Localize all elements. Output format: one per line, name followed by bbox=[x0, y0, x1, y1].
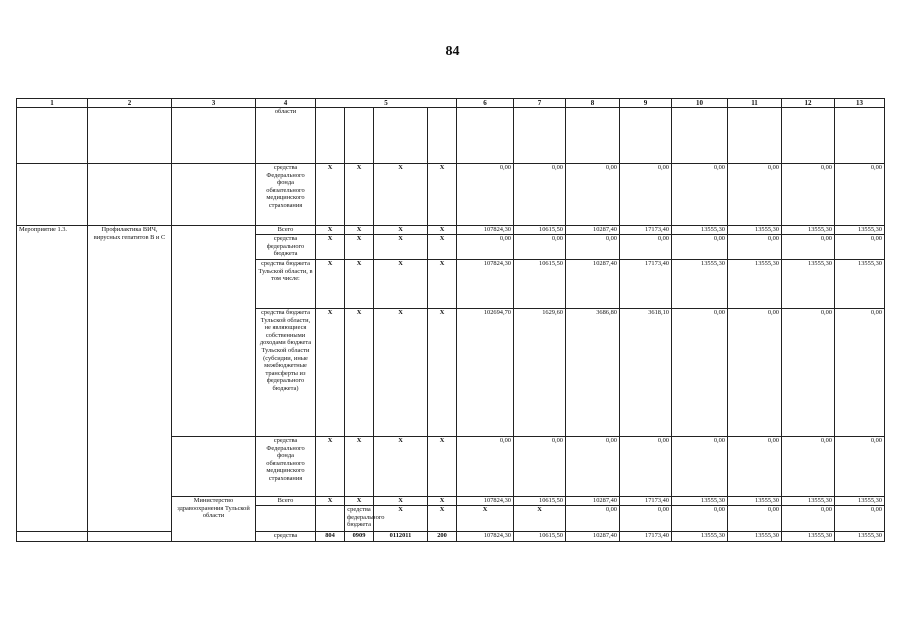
value-cell: 0,00 bbox=[782, 437, 835, 497]
table-cell bbox=[514, 108, 566, 164]
value-cell: 0,00 bbox=[672, 506, 728, 532]
x-mark: X bbox=[374, 309, 428, 437]
table-cell bbox=[172, 108, 256, 164]
value-cell: 17173,40 bbox=[620, 260, 672, 309]
value-cell: 0,00 bbox=[782, 235, 835, 260]
value-cell: 0,00 bbox=[620, 506, 672, 532]
value-cell: 102694,70 bbox=[457, 309, 514, 437]
table-cell bbox=[566, 108, 620, 164]
table-cell bbox=[835, 108, 885, 164]
funding-source-cell: средства федерального бюджета bbox=[256, 235, 316, 260]
header-cell: 11 bbox=[728, 99, 782, 108]
header-cell: 6 bbox=[457, 99, 514, 108]
value-cell: 10287,40 bbox=[566, 226, 620, 235]
x-mark: X bbox=[374, 497, 428, 506]
value-cell: 13555,30 bbox=[782, 260, 835, 309]
funding-source-cell: средства федерального бюджета bbox=[345, 506, 374, 532]
header-cell: 12 bbox=[782, 99, 835, 108]
value-cell: 0,00 bbox=[672, 235, 728, 260]
x-mark: X bbox=[374, 437, 428, 497]
budget-table bbox=[16, 98, 885, 542]
value-cell: 0,00 bbox=[457, 437, 514, 497]
table-row bbox=[17, 226, 885, 235]
executor-cell: Министерство здравоохранения Тульской области bbox=[172, 497, 256, 542]
value-cell: 0,00 bbox=[835, 437, 885, 497]
table-row bbox=[17, 532, 885, 542]
value-cell: 1629,60 bbox=[514, 309, 566, 437]
x-mark: X bbox=[316, 260, 345, 309]
x-mark: X bbox=[428, 260, 457, 309]
value-cell: 0,00 bbox=[728, 164, 782, 226]
x-mark: X bbox=[428, 497, 457, 506]
value-cell: 0,00 bbox=[514, 437, 566, 497]
x-mark: X bbox=[345, 497, 374, 506]
budget-code-cell: 804 bbox=[316, 532, 345, 542]
value-cell: 13555,30 bbox=[728, 532, 782, 542]
value-cell: 0,00 bbox=[782, 506, 835, 532]
x-mark: X bbox=[428, 506, 457, 532]
value-cell: 0,00 bbox=[728, 235, 782, 260]
table-cell bbox=[17, 164, 88, 226]
value-cell: 0,00 bbox=[782, 164, 835, 226]
value-cell: 10287,40 bbox=[566, 532, 620, 542]
x-mark: X bbox=[428, 309, 457, 437]
budget-code-cell: 0909 bbox=[345, 532, 374, 542]
table-cell bbox=[316, 506, 345, 532]
x-mark: X bbox=[316, 497, 345, 506]
header-cell: 1 bbox=[17, 99, 88, 108]
value-cell: 0,00 bbox=[620, 235, 672, 260]
x-mark: X bbox=[316, 309, 345, 437]
table-cell bbox=[88, 532, 172, 542]
funding-source-cell: Всего bbox=[256, 226, 316, 235]
x-mark: X bbox=[428, 226, 457, 235]
value-cell: 10615,50 bbox=[514, 260, 566, 309]
value-cell: 0,00 bbox=[566, 235, 620, 260]
x-mark: X bbox=[345, 309, 374, 437]
x-mark: X bbox=[345, 226, 374, 235]
x-mark: X bbox=[374, 164, 428, 226]
funding-source-cell: средства бюджета Тульской области, не являющиеся собственными доходами бюджета Тульской области (субсидии, иные межбюджетные трансферты из федерального бюджета) bbox=[256, 309, 316, 437]
value-cell: 13555,30 bbox=[672, 226, 728, 235]
value-cell: 17173,40 bbox=[620, 532, 672, 542]
value-cell: 0,00 bbox=[514, 235, 566, 260]
table-cell bbox=[672, 108, 728, 164]
value-cell: 10615,50 bbox=[514, 532, 566, 542]
table-row bbox=[17, 108, 885, 164]
value-cell: 3686,80 bbox=[566, 309, 620, 437]
value-cell: 0,00 bbox=[728, 309, 782, 437]
table-cell bbox=[172, 164, 256, 226]
value-cell: 0,00 bbox=[672, 437, 728, 497]
x-mark: X bbox=[345, 260, 374, 309]
x-mark: X bbox=[428, 164, 457, 226]
value-cell: 107824,30 bbox=[457, 532, 514, 542]
table-cell bbox=[256, 506, 316, 532]
value-cell: 13555,30 bbox=[835, 497, 885, 506]
funding-source-cell: Всего bbox=[256, 497, 316, 506]
header-cell: 7 bbox=[514, 99, 566, 108]
value-cell: 107824,30 bbox=[457, 497, 514, 506]
value-cell: 0,00 bbox=[835, 164, 885, 226]
table-cell bbox=[17, 108, 88, 164]
table-cell bbox=[374, 108, 428, 164]
x-mark: X bbox=[428, 437, 457, 497]
measure-title-cell: Профилактика ВИЧ, вирусных гепатитов В и С bbox=[88, 226, 172, 532]
funding-source-cell: области bbox=[256, 108, 316, 164]
value-cell: 13555,30 bbox=[782, 226, 835, 235]
value-cell: 0,00 bbox=[835, 309, 885, 437]
header-cell: 4 bbox=[256, 99, 316, 108]
funding-source-cell: средства Федерального фонда обязательного медицинского страхования bbox=[256, 164, 316, 226]
value-cell: 13555,30 bbox=[672, 260, 728, 309]
table-cell bbox=[88, 108, 172, 164]
value-cell: 0,00 bbox=[457, 164, 514, 226]
value-cell: 0,00 bbox=[672, 164, 728, 226]
header-cell: 9 bbox=[620, 99, 672, 108]
table-cell bbox=[457, 108, 514, 164]
x-mark: X bbox=[345, 437, 374, 497]
value-cell: 0,00 bbox=[672, 309, 728, 437]
value-cell: 17173,40 bbox=[620, 226, 672, 235]
header-cell: 8 bbox=[566, 99, 620, 108]
value-cell: 0,00 bbox=[835, 506, 885, 532]
x-mark: X bbox=[374, 506, 428, 532]
value-cell: 10287,40 bbox=[566, 260, 620, 309]
value-cell: 0,00 bbox=[782, 309, 835, 437]
value-cell: 0,00 bbox=[728, 506, 782, 532]
value-cell: 10615,50 bbox=[514, 497, 566, 506]
table-cell bbox=[17, 532, 88, 542]
x-mark: X bbox=[316, 226, 345, 235]
value-cell: 0,00 bbox=[457, 235, 514, 260]
page-number: 84 bbox=[445, 44, 460, 59]
table-cell bbox=[172, 437, 256, 497]
value-cell: 17173,40 bbox=[620, 497, 672, 506]
table-cell bbox=[728, 108, 782, 164]
x-mark: X bbox=[457, 506, 514, 532]
value-cell: 107824,30 bbox=[457, 260, 514, 309]
header-cell: 10 bbox=[672, 99, 728, 108]
x-mark: X bbox=[374, 235, 428, 260]
table-cell bbox=[782, 108, 835, 164]
value-cell: 13555,30 bbox=[835, 226, 885, 235]
table-cell bbox=[172, 226, 256, 437]
table-cell bbox=[428, 108, 457, 164]
header-cell: 2 bbox=[88, 99, 172, 108]
value-cell: 13555,30 bbox=[835, 260, 885, 309]
value-cell: 0,00 bbox=[566, 437, 620, 497]
header-cell: 3 bbox=[172, 99, 256, 108]
header-cell: 5 bbox=[316, 99, 457, 108]
value-cell: 0,00 bbox=[835, 235, 885, 260]
x-mark: X bbox=[345, 235, 374, 260]
x-mark: X bbox=[428, 235, 457, 260]
table-cell bbox=[316, 108, 345, 164]
budget-code-cell: 0112011 bbox=[374, 532, 428, 542]
funding-source-cell: средства bbox=[256, 532, 316, 542]
x-mark: X bbox=[374, 260, 428, 309]
value-cell: 0,00 bbox=[620, 437, 672, 497]
x-mark: X bbox=[374, 226, 428, 235]
value-cell: 13555,30 bbox=[672, 497, 728, 506]
x-mark: X bbox=[316, 164, 345, 226]
value-cell: 0,00 bbox=[566, 164, 620, 226]
value-cell: 107824,30 bbox=[457, 226, 514, 235]
value-cell: 0,00 bbox=[566, 506, 620, 532]
table-cell bbox=[88, 164, 172, 226]
value-cell: 10287,40 bbox=[566, 497, 620, 506]
value-cell: 0,00 bbox=[728, 437, 782, 497]
table-cell bbox=[345, 108, 374, 164]
value-cell: 0,00 bbox=[514, 164, 566, 226]
value-cell: 10615,50 bbox=[514, 226, 566, 235]
value-cell: 3618,10 bbox=[620, 309, 672, 437]
value-cell: 13555,30 bbox=[672, 532, 728, 542]
x-mark: X bbox=[345, 164, 374, 226]
funding-source-cell: средства бюджета Тульской области, в том числе: bbox=[256, 260, 316, 309]
value-cell: 13555,30 bbox=[728, 260, 782, 309]
value-cell: 13555,30 bbox=[835, 532, 885, 542]
measure-code-cell: Мероприятие 1.3. bbox=[17, 226, 88, 532]
x-mark: X bbox=[514, 506, 566, 532]
x-mark: X bbox=[316, 437, 345, 497]
x-mark: X bbox=[316, 235, 345, 260]
header-cell: 13 bbox=[835, 99, 885, 108]
value-cell: 13555,30 bbox=[728, 226, 782, 235]
budget-code-cell: 200 bbox=[428, 532, 457, 542]
table-row bbox=[17, 164, 885, 226]
funding-source-cell: средства Федерального фонда обязательного медицинского страхования bbox=[256, 437, 316, 497]
value-cell: 13555,30 bbox=[782, 532, 835, 542]
value-cell: 13555,30 bbox=[728, 497, 782, 506]
value-cell: 13555,30 bbox=[782, 497, 835, 506]
header-row bbox=[17, 99, 885, 108]
table-cell bbox=[620, 108, 672, 164]
value-cell: 0,00 bbox=[620, 164, 672, 226]
